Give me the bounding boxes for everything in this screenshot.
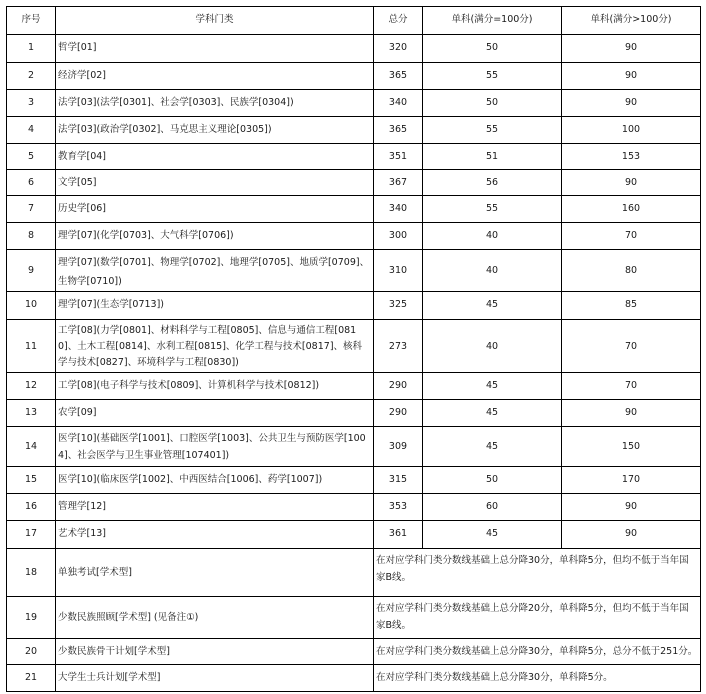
row-subject: 历史学[06]: [56, 196, 374, 223]
row-single-over-100: 80: [562, 250, 701, 292]
row-subject: 少数民族照顾[学术型] (见备注①): [56, 597, 374, 639]
row-single-over-100: 153: [562, 144, 701, 170]
row-subject: 工学[08](力学[0801]、材料科学与工程[0805]、信息与通信工程[0810]、土木工程[0814]、水利工程[0815]、化学工程与技术[0817]、核科学与技术[0827]、环境科学与工程[0830]): [56, 320, 374, 373]
table-row: [7, 63, 701, 90]
row-single-100: 45: [423, 373, 562, 400]
row-no: 14: [7, 427, 56, 467]
row-single-over-100: 150: [562, 427, 701, 467]
row-single-100: 50: [423, 90, 562, 117]
row-no: 12: [7, 373, 56, 400]
row-total: 290: [374, 400, 423, 427]
row-total: 320: [374, 35, 423, 63]
row-subject: 理学[07](生态学[0713]): [56, 292, 374, 320]
row-no: 6: [7, 170, 56, 196]
row-single-100: 45: [423, 292, 562, 320]
row-single-over-100: 70: [562, 223, 701, 250]
row-single-over-100: 90: [562, 63, 701, 90]
table-row: [7, 467, 701, 494]
row-subject: 少数民族骨干计划[学术型]: [56, 639, 374, 665]
header-total: 总分: [374, 7, 423, 35]
row-single-100: 55: [423, 117, 562, 144]
row-total: 309: [374, 427, 423, 467]
row-no: 13: [7, 400, 56, 427]
row-no: 1: [7, 35, 56, 63]
row-subject: 医学[10](基础医学[1001]、口腔医学[1003]、公共卫生与预防医学[1004]、社会医学与卫生事业管理[107401]): [56, 427, 374, 467]
table-row: [7, 521, 701, 549]
row-no: 21: [7, 665, 56, 692]
row-single-over-100: 170: [562, 467, 701, 494]
row-rule: 在对应学科门类分数线基础上总分降30分，单科降5分。: [374, 665, 701, 692]
row-single-over-100: 90: [562, 400, 701, 427]
row-single-100: 55: [423, 63, 562, 90]
table-row: [7, 170, 701, 196]
row-no: 4: [7, 117, 56, 144]
row-rule: 在对应学科门类分数线基础上总分降30分，单科降5分，但均不低于当年国家B线。: [374, 549, 701, 597]
row-single-over-100: 100: [562, 117, 701, 144]
row-subject: 理学[07](化学[0703]、大气科学[0706]): [56, 223, 374, 250]
row-single-100: 40: [423, 320, 562, 373]
row-subject: 医学[10](临床医学[1002]、中西医结合[1006]、药学[1007]): [56, 467, 374, 494]
row-subject: 工学[08](电子科学与技术[0809]、计算机科学与技术[0812]): [56, 373, 374, 400]
row-no: 7: [7, 196, 56, 223]
row-no: 2: [7, 63, 56, 90]
header-no: 序号: [7, 7, 56, 35]
row-subject: 理学[07](数学[0701]、物理学[0702]、地理学[0705]、地质学[0709]、生物学[0710]): [56, 250, 374, 292]
row-single-100: 50: [423, 467, 562, 494]
row-single-100: 40: [423, 250, 562, 292]
row-no: 11: [7, 320, 56, 373]
row-single-over-100: 160: [562, 196, 701, 223]
table-row: [7, 320, 701, 373]
row-no: 8: [7, 223, 56, 250]
row-no: 15: [7, 467, 56, 494]
header-single-over-100: 单科(满分>100分): [562, 7, 701, 35]
row-total: 340: [374, 196, 423, 223]
header-subject: 学科门类: [56, 7, 374, 35]
row-total: 351: [374, 144, 423, 170]
table-row: [7, 400, 701, 427]
row-no: 20: [7, 639, 56, 665]
table-header-row: [7, 7, 701, 35]
row-subject: 经济学[02]: [56, 63, 374, 90]
row-single-over-100: 85: [562, 292, 701, 320]
row-single-over-100: 90: [562, 90, 701, 117]
row-single-100: 45: [423, 400, 562, 427]
row-total: 290: [374, 373, 423, 400]
row-total: 365: [374, 63, 423, 90]
table-row: [7, 373, 701, 400]
row-single-over-100: 90: [562, 170, 701, 196]
special-row: [7, 549, 701, 597]
row-total: 273: [374, 320, 423, 373]
row-subject: 单独考试[学术型]: [56, 549, 374, 597]
row-subject: 大学生士兵计划[学术型]: [56, 665, 374, 692]
row-no: 17: [7, 521, 56, 549]
row-single-over-100: 90: [562, 35, 701, 63]
table-row: [7, 117, 701, 144]
table-row: [7, 250, 701, 292]
row-single-100: 45: [423, 521, 562, 549]
row-single-100: 56: [423, 170, 562, 196]
special-row: [7, 597, 701, 639]
row-total: 325: [374, 292, 423, 320]
row-total: 361: [374, 521, 423, 549]
row-single-over-100: 70: [562, 373, 701, 400]
table-row: [7, 494, 701, 521]
table-row: [7, 292, 701, 320]
row-single-100: 60: [423, 494, 562, 521]
row-no: 18: [7, 549, 56, 597]
row-subject: 艺术学[13]: [56, 521, 374, 549]
table-row: [7, 427, 701, 467]
row-total: 340: [374, 90, 423, 117]
row-total: 315: [374, 467, 423, 494]
table-row: [7, 223, 701, 250]
row-total: 300: [374, 223, 423, 250]
row-rule: 在对应学科门类分数线基础上总分降20分，单科降5分，但均不低于当年国家B线。: [374, 597, 701, 639]
row-subject: 法学[03](政治学[0302]、马克思主义理论[0305]): [56, 117, 374, 144]
header-single-100: 单科(满分=100分): [423, 7, 562, 35]
row-subject: 管理学[12]: [56, 494, 374, 521]
row-total: 365: [374, 117, 423, 144]
row-single-100: 55: [423, 196, 562, 223]
table-row: [7, 144, 701, 170]
row-subject: 法学[03](法学[0301]、社会学[0303]、民族学[0304]): [56, 90, 374, 117]
table-row: [7, 90, 701, 117]
row-rule: 在对应学科门类分数线基础上总分降30分，单科降5分，总分不低于251分。: [374, 639, 701, 665]
row-subject: 教育学[04]: [56, 144, 374, 170]
special-row: [7, 665, 701, 692]
row-subject: 农学[09]: [56, 400, 374, 427]
table-row: [7, 35, 701, 63]
row-no: 10: [7, 292, 56, 320]
score-line-table: [6, 6, 701, 692]
row-single-over-100: 90: [562, 494, 701, 521]
row-subject: 文学[05]: [56, 170, 374, 196]
row-no: 3: [7, 90, 56, 117]
row-single-over-100: 90: [562, 521, 701, 549]
special-row: [7, 639, 701, 665]
row-no: 5: [7, 144, 56, 170]
row-single-over-100: 70: [562, 320, 701, 373]
row-total: 353: [374, 494, 423, 521]
table-row: [7, 196, 701, 223]
row-single-100: 40: [423, 223, 562, 250]
row-no: 19: [7, 597, 56, 639]
row-no: 9: [7, 250, 56, 292]
row-total: 310: [374, 250, 423, 292]
row-single-100: 51: [423, 144, 562, 170]
row-subject: 哲学[01]: [56, 35, 374, 63]
row-single-100: 45: [423, 427, 562, 467]
row-single-100: 50: [423, 35, 562, 63]
row-no: 16: [7, 494, 56, 521]
row-total: 367: [374, 170, 423, 196]
